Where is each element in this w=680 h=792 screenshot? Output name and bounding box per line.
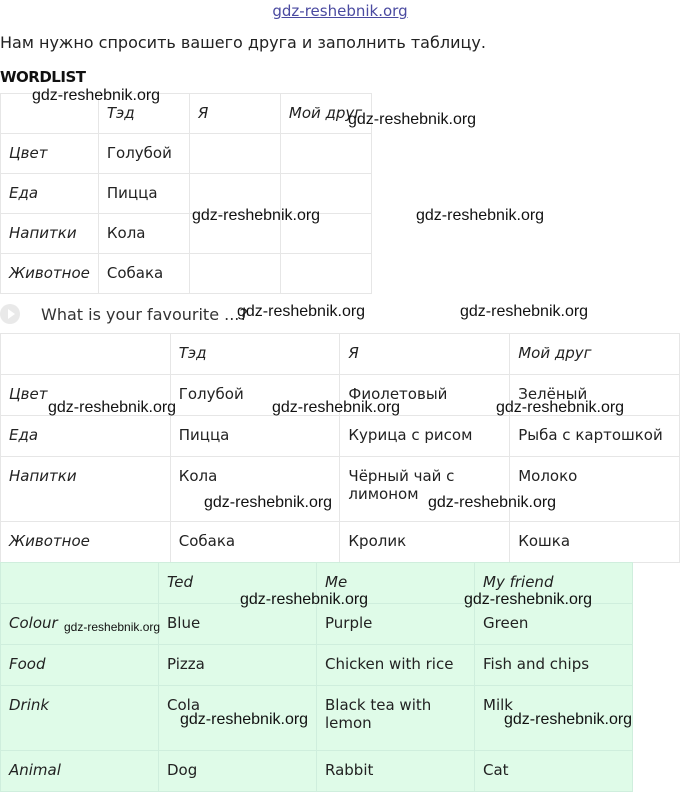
watermark-text: gdz-reshebnik.org bbox=[64, 620, 161, 634]
column-header: Мой друг bbox=[280, 94, 371, 134]
table-cell: Молоко bbox=[510, 457, 680, 522]
watermark-text: gdz-reshebnik.org bbox=[496, 399, 625, 416]
column-header: Я bbox=[189, 94, 280, 134]
table-cell: Dog bbox=[159, 751, 317, 792]
table-row bbox=[1, 457, 680, 522]
table-cell: Milk bbox=[475, 686, 633, 751]
table-cell: Purple bbox=[317, 604, 475, 645]
table-header-row bbox=[1, 334, 680, 375]
watermark-text: gdz-reshebnik.org bbox=[428, 494, 557, 511]
table-cell: Собака bbox=[170, 522, 340, 563]
row-label: Цвет bbox=[1, 375, 171, 416]
table-cell: Cola bbox=[159, 686, 317, 751]
watermark-text: gdz-reshebnik.org bbox=[48, 399, 177, 416]
column-header: Тэд bbox=[98, 94, 189, 134]
table-cell: Голубой bbox=[170, 375, 340, 416]
row-label: Цвет bbox=[1, 134, 99, 174]
table-corner-cell bbox=[1, 334, 171, 375]
table-corner-cell bbox=[1, 563, 159, 604]
table-cell bbox=[189, 134, 280, 174]
table-cell: Кола bbox=[98, 214, 189, 254]
audio-prompt-text: What is your favourite ...? bbox=[41, 304, 248, 324]
row-label: Colour bbox=[1, 604, 159, 645]
table-cell: Зелёный bbox=[510, 375, 680, 416]
table-cell: Кола bbox=[170, 457, 340, 522]
table-cell: Pizza bbox=[159, 645, 317, 686]
table-row bbox=[1, 645, 633, 686]
watermark-text: gdz-reshebnik.org bbox=[272, 399, 401, 416]
row-label: Еда bbox=[1, 416, 171, 457]
row-label: Животное bbox=[1, 522, 171, 563]
table-cell: Чёрный чай с лимоном bbox=[340, 457, 510, 522]
intro-text: Нам нужно спросить вашего друга и заполнить таблицу. bbox=[0, 33, 486, 52]
table-cell: Собака bbox=[98, 254, 189, 294]
column-header: Мой друг bbox=[510, 334, 680, 375]
table-cell: Fish and chips bbox=[475, 645, 633, 686]
table-cell: Chicken with rice bbox=[317, 645, 475, 686]
table-row bbox=[1, 751, 633, 792]
watermark-text: gdz-reshebnik.org bbox=[204, 494, 333, 511]
row-label: Drink bbox=[1, 686, 159, 751]
table-cell: Rabbit bbox=[317, 751, 475, 792]
site-link[interactable]: gdz-reshebnik.org bbox=[272, 2, 408, 20]
russian-answer-table bbox=[0, 333, 680, 563]
table-cell: Пицца bbox=[170, 416, 340, 457]
watermark-text: gdz-reshebnik.org bbox=[504, 711, 633, 728]
table-row bbox=[1, 134, 372, 174]
watermark-text: gdz-reshebnik.org bbox=[460, 303, 589, 320]
table-cell bbox=[280, 254, 371, 294]
watermark-text: gdz-reshebnik.org bbox=[180, 711, 309, 728]
table-cell: Пицца bbox=[98, 174, 189, 214]
table-cell: Кошка bbox=[510, 522, 680, 563]
watermark-text: gdz-reshebnik.org bbox=[240, 591, 369, 608]
row-label: Еда bbox=[1, 174, 99, 214]
watermark-text: gdz-reshebnik.org bbox=[192, 207, 321, 224]
watermark-text: gdz-reshebnik.org bbox=[416, 207, 545, 224]
table-cell: Фиолетовый bbox=[340, 375, 510, 416]
row-label: Животное bbox=[1, 254, 99, 294]
row-label: Напитки bbox=[1, 214, 99, 254]
table-cell: Курица с рисом bbox=[340, 416, 510, 457]
column-header: Me bbox=[317, 563, 475, 604]
table-cell: Голубой bbox=[98, 134, 189, 174]
play-icon[interactable] bbox=[0, 304, 20, 324]
column-header: My friend bbox=[475, 563, 633, 604]
watermark-text: gdz-reshebnik.org bbox=[348, 111, 477, 128]
table-row bbox=[1, 522, 680, 563]
row-label: Animal bbox=[1, 751, 159, 792]
table-row bbox=[1, 416, 680, 457]
column-header: Тэд bbox=[170, 334, 340, 375]
table-cell bbox=[280, 134, 371, 174]
watermark-text: gdz-reshebnik.org bbox=[237, 303, 366, 320]
watermark-text: gdz-reshebnik.org bbox=[32, 87, 161, 104]
table-cell: Рыба с картошкой bbox=[510, 416, 680, 457]
row-label: Напитки bbox=[1, 457, 171, 522]
table-cell: Cat bbox=[475, 751, 633, 792]
column-header: Я bbox=[340, 334, 510, 375]
audio-prompt bbox=[0, 304, 248, 324]
empty-survey-table bbox=[0, 93, 372, 294]
row-label: Food bbox=[1, 645, 159, 686]
wordlist-heading: WORDLIST bbox=[0, 68, 86, 86]
table-cell: Кролик bbox=[340, 522, 510, 563]
watermark-text: gdz-reshebnik.org bbox=[464, 591, 593, 608]
column-header: Ted bbox=[159, 563, 317, 604]
table-cell: Green bbox=[475, 604, 633, 645]
table-cell bbox=[189, 254, 280, 294]
table-cell: Black tea with lemon bbox=[317, 686, 475, 751]
table-row bbox=[1, 254, 372, 294]
table-cell: Blue bbox=[159, 604, 317, 645]
